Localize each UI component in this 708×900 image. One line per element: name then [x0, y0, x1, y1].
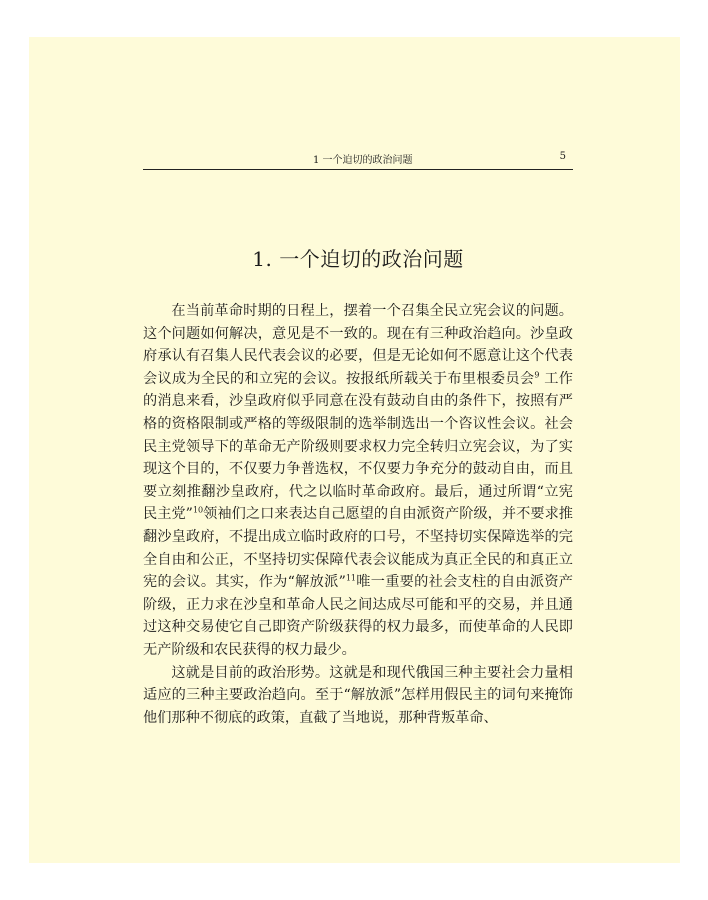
running-header-title: 1 一个迫切的政治问题	[313, 155, 413, 166]
body-text	[143, 300, 573, 729]
paragraph-1	[143, 300, 573, 662]
footnote-ref-10: 10	[192, 505, 204, 515]
chapter-title: 1. 一个迫切的政治问题	[252, 247, 464, 271]
paragraph-1-part-d: 唯一重要的社会支柱的自由派资产阶级，正力求在沙皇和革命人民之间达成尽可能和平的交易，并且通过这种交易使它自己即资产阶级获得的权力最多，而使革命的人民即无产阶级和农民获得的权力最少。	[143, 574, 573, 658]
footnote-ref-11: 11	[345, 573, 357, 583]
paragraph-1-part-a: 在当前革命时期的日程上，摆着一个召集全民立宪会议的问题。这个问题如何解决，意见是不一致的。现在有三种政治趋向。沙皇政府承认有召集人民代表会议的必要，但是无论如何不愿意让这个代表会议成为全民的和立宪的会议。按报纸所载关于布里根委员会	[143, 303, 573, 387]
paragraph-2: 这就是目前的政治形势。这就是和现代俄国三种主要社会力量相适应的三种主要政治趋向。至于“解放派”怎样用假民主的词句来掩饰他们那种不彻底的政策，直截了当地说，那种背叛革命、	[143, 664, 573, 726]
paragraph-1-part-c: 领袖们之口来表达自己愿望的自由派资产阶级，并不要求推翻沙皇政府，不提出成立临时政府的口号，不坚持切实保障选举的完全自由和公正，不坚持切实保障代表会议能成为真正全民的和真正立宪的会议。其实，作为“解放派”	[143, 506, 573, 591]
page-number: 5	[559, 151, 566, 162]
paragraph-1-part-b: 工作的消息来看，沙皇政府似乎同意在没有鼓动自由的条件下，按照有严格的资格限制或严格的等级限制的选举制选出一个咨议性会议。社会民主党领导下的革命无产阶级则要求权力完全转归立宪会议，为了实现这个目的，不仅要力争普选权，不仅要力争充分的鼓动自由，而且要立刻推翻沙皇政府，代之以临时革命政府。最后，通过所谓“立宪民主党”	[143, 370, 573, 523]
footnote-ref-9: 9	[534, 370, 540, 380]
running-header	[143, 149, 573, 170]
